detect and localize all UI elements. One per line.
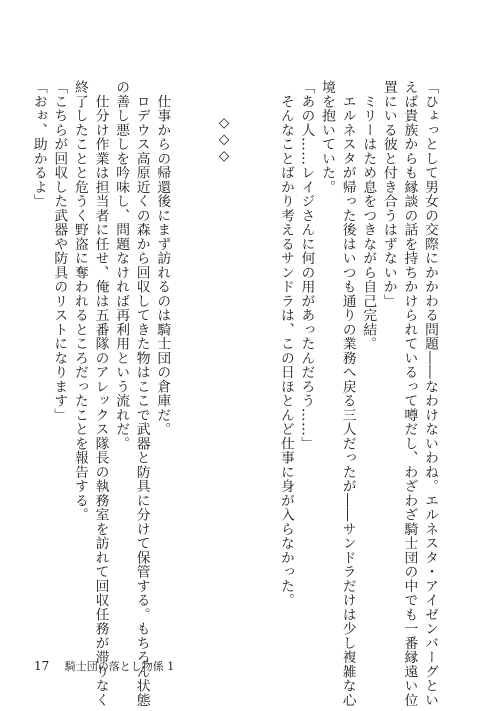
text-line: 仕事からの帰還後にまず訪れるのは騎士団の倉庫だ。 xyxy=(154,80,171,437)
blank-line xyxy=(193,80,214,615)
text-line: 「こちらが回収した武器や防具のリストになります」 xyxy=(51,80,68,422)
text-line: ロデウス高原近くの森から回収してきた物はここで武器と防具に分けて保管する。もちろん状態 xyxy=(133,80,150,707)
text-line: ◇◇◇ xyxy=(216,114,233,164)
text-line: 「ひょっとして男女の交際にかかわる問題――なわけないわね。エルネスタ・アイゼンバーグとい xyxy=(422,80,438,707)
text-line: えば貴族からも縁談の話を持ちかけられているって噂だし、わざわざ騎士団の中でも一番縁遠い位 xyxy=(401,80,418,707)
text-line: そんなことばかり考えるサンドラは、この日ほとんど仕事に身が入らなかった。 xyxy=(277,80,294,608)
text-line: 仕分け作業は担当者に任せ、俺は五番隊のアレックス隊長の執務室を訪れて回収任務が滞りなく xyxy=(92,80,109,707)
text-line: 終了したことと危うく野盗に奪われるところだったことを報告する。 xyxy=(71,80,88,522)
text-line: 置にいる彼と付き合うはずないか」 xyxy=(380,80,397,308)
book-title: 騎士団の落とし物係 1 xyxy=(64,660,175,673)
text-line: ミリーはため息をつきながら自己完結。 xyxy=(360,80,377,351)
blank-line xyxy=(255,80,276,615)
page-number: 17 xyxy=(34,659,50,673)
text-line: 境を抱いていた。 xyxy=(319,80,336,194)
page-footer xyxy=(34,658,174,674)
text-line: 「おぉ、助かるよ」 xyxy=(30,80,47,209)
text-line: の善し悪しを吟味し、問題なければ再利用という流れだ。 xyxy=(113,80,130,451)
text-line: 「あの人……レイジさんに何の用があったんだろう……」 xyxy=(298,80,315,451)
text-line: エルネスタが帰った後はいつも通りの業務へ戻る三人だったが――サンドラだけは少し複雑な心 xyxy=(339,80,356,707)
blank-line xyxy=(234,80,255,615)
blank-line xyxy=(172,80,193,615)
